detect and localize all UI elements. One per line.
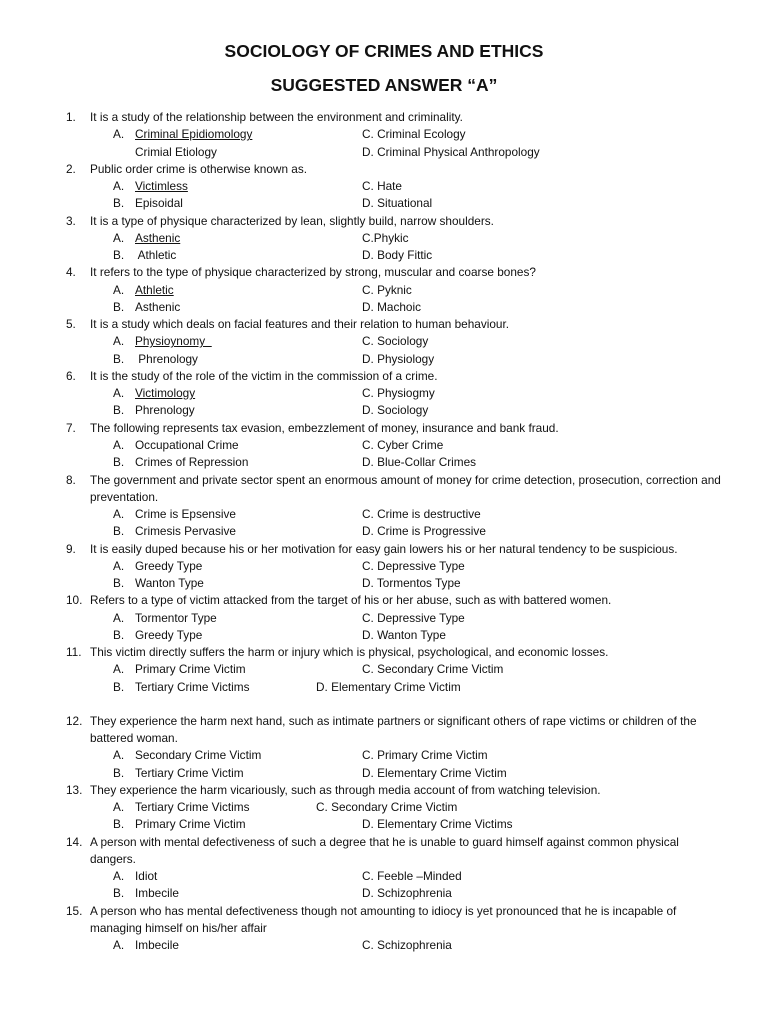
question-item [0,264,768,316]
option-text: Athletic [135,248,177,263]
option-text: Phrenology [135,351,198,366]
question-text: Refers to a type of victim attacked from the target of his or her abuse, such as with battered women. [90,593,612,608]
option-letter: A. [113,386,125,401]
option-text: Tertiary Crime Victims [135,679,250,694]
question-text: It is a type of physique characterized by lean, slightly build, narrow shoulders. [90,213,494,228]
option-b [113,247,176,264]
option-row [0,627,768,644]
question-number: 2. [66,161,76,176]
question-stem [0,472,768,506]
option-row [0,610,768,627]
option-a [113,799,249,816]
option-row [0,282,768,299]
option-text: Wanton Type [135,576,204,591]
question-item [0,834,768,903]
option-a [113,385,195,402]
option-row [0,765,768,782]
question-number: 12. [66,713,83,728]
option-b [113,765,244,782]
option-c: C. Secondary Crime Victim [316,800,458,815]
option-row [0,679,768,696]
option-row [0,195,768,212]
option-row [0,144,768,161]
option-row [0,299,768,316]
question-number: 13. [66,782,83,797]
question-item [0,316,768,368]
option-a [113,282,174,299]
option-d: D. Wanton Type [362,627,446,642]
question-number: 15. [66,903,83,918]
option-b [113,627,202,644]
question-item [0,472,768,541]
question-stem [0,834,768,868]
option-c: C. Secondary Crime Victim [362,662,504,677]
question-item [0,213,768,265]
option-letter: B. [113,576,125,591]
option-b [113,679,249,696]
question-item [0,420,768,472]
option-letter: B. [113,403,125,418]
option-d: D. Elementary Crime Victim [316,679,461,694]
option-text: Secondary Crime Victim [135,748,262,763]
question-item [0,541,768,593]
option-d: D. Blue-Collar Crimes [362,455,477,470]
question-text: The government and private sector spent an enormous amount of money for crime detection, prosecution, correction and preventation. [90,472,721,504]
question-number: 10. [66,593,83,608]
question-text: It is a study of the relationship between the environment and criminality. [90,110,463,124]
option-c: C. Hate [362,179,402,193]
option-a [113,333,212,350]
option-letter: A. [113,938,125,953]
option-text: Crimial Etiology [135,144,217,159]
suggested-answer-text: Athletic [135,282,174,297]
option-letter: A. [113,869,125,884]
option-row [0,523,768,540]
question-item [0,782,768,834]
option-letter: B. [113,248,125,263]
option-text: Tertiary Crime Victims [135,800,250,815]
option-row [0,437,768,454]
option-text: Primary Crime Victim [135,662,246,677]
document-subtitle: SUGGESTED ANSWER “A” [270,75,498,95]
option-b [113,299,180,316]
question-stem [0,213,768,230]
question-text: It is the study of the role of the victim in the commission of a crime. [90,368,438,383]
option-text: Greedy Type [135,558,203,573]
question-stem [0,782,768,799]
option-text: Asthenic [135,299,181,314]
option-a [113,937,179,954]
question-number: 7. [66,420,76,435]
option-c: C. Schizophrenia [362,938,452,953]
option-row [0,661,768,678]
option-row [0,868,768,885]
question-item [0,644,768,696]
option-letter: A. [113,230,125,245]
question-number: 4. [66,265,76,280]
option-letter: B. [113,817,125,832]
question-number: 8. [66,472,76,487]
option-row [0,575,768,592]
question-number: 5. [66,317,76,332]
option-text: Primary Crime Victim [135,817,246,832]
blank-line [0,696,768,713]
option-c: C. Physiogmy [362,386,435,401]
question-stem [0,161,768,178]
question-stem [0,316,768,333]
question-number: 14. [66,834,83,849]
option-c: C. Cyber Crime [362,437,444,452]
question-text: The following represents tax evasion, embezzlement of money, insurance and bank fraud. [90,420,559,435]
option-a [113,661,246,678]
option-letter: A. [113,610,125,625]
option-b [113,351,198,368]
option-a [113,506,236,523]
option-letter: B. [113,299,125,314]
option-row [0,937,768,954]
option-letter: A. [113,800,125,815]
option-b [135,144,217,161]
option-d: D. Physiology [362,351,435,366]
option-d: D. Criminal Physical Anthropology [362,144,540,159]
option-letter: B. [113,351,125,366]
question-stem [0,713,768,747]
document-title: SOCIOLOGY OF CRIMES AND ETHICS [224,41,544,61]
option-row [0,385,768,402]
option-d: D. Sociology [362,403,429,418]
option-row [0,799,768,816]
option-text: Crimesis Pervasive [135,524,236,539]
question-text: Public order crime is otherwise known as. [90,161,308,176]
option-text: Occupational Crime [135,437,239,452]
option-b [113,523,236,540]
option-letter: A. [113,437,125,452]
option-letter: B. [113,679,125,694]
question-item [0,592,768,644]
question-number: 11. [66,645,82,660]
option-d: D. Tormentos Type [362,576,461,591]
question-item [0,109,768,161]
question-text: A person with mental defectiveness of such a degree that he is unable to guard himself against common physical dangers. [90,834,679,866]
option-c: C.Phykic [362,230,409,245]
question-text: It is easily duped because his or her motivation for easy gain lowers his or her natural tendency to be suspicious. [90,541,678,556]
option-letter: B. [113,524,125,539]
question-stem [0,368,768,385]
option-letter: A. [113,179,125,193]
question-item [0,903,768,955]
option-letter: A. [113,748,125,763]
option-letter: A. [113,558,125,573]
option-row [0,506,768,523]
option-row [0,247,768,264]
option-d: D. Schizophrenia [362,886,452,901]
option-c: C. Feeble –Minded [362,869,462,884]
option-letter: B. [113,886,125,901]
option-c: C. Criminal Ecology [362,127,466,142]
option-row [0,402,768,419]
option-d: D. Elementary Crime Victims [362,817,513,832]
option-text: Imbecile [135,886,179,901]
suggested-answer-text: Criminal Epidiomology [135,127,253,142]
option-text: Episoidal [135,196,183,211]
option-a [113,747,261,764]
option-c: C. Sociology [362,334,429,349]
option-row [0,816,768,833]
option-letter: A. [113,127,125,142]
question-number: 6. [66,368,76,383]
option-a [113,437,239,454]
option-a [113,126,252,143]
question-stem [0,644,768,661]
option-letter: A. [113,506,125,521]
option-d: D. Crime is Progressive [362,524,486,539]
option-c: C. Primary Crime Victim [362,748,488,763]
option-a [113,178,188,195]
option-row [0,885,768,902]
question-text: They experience the harm next hand, such as intimate partners or significant others of rape victims or children of the battered woman. [90,713,697,746]
question-stem [0,592,768,609]
option-a [113,868,157,885]
option-d: D. Situational [362,196,433,211]
suggested-answer-text: Physioynomy [135,334,212,349]
option-b [113,454,248,471]
option-text: Imbecile [135,938,179,953]
question-number: 3. [66,213,76,228]
question-text: It refers to the type of physique characterized by strong, muscular and coarse bones? [90,265,536,280]
question-text: They experience the harm vicariously, such as through media account of from watching television. [90,782,601,797]
question-text: It is a study which deals on facial features and their relation to human behaviour. [90,317,510,332]
option-letter: A. [113,662,125,677]
option-row [0,351,768,368]
question-number: 9. [66,541,76,556]
suggested-answer-text: Victimless [135,179,188,193]
option-letter: A. [113,334,125,349]
option-text: Crimes of Repression [135,455,249,470]
option-row [0,747,768,764]
option-letter: B. [113,627,125,642]
option-c: C. Crime is destructive [362,506,481,521]
question-item [0,368,768,420]
suggested-answer-text: Victimology [135,386,196,401]
option-text: Crime is Epsensive [135,506,236,521]
option-letter: B. [113,455,125,470]
option-row [0,558,768,575]
question-item [0,161,768,213]
option-row [0,333,768,350]
option-text: Idiot [135,869,158,884]
option-d: D. Machoic [362,299,422,314]
question-number: 1. [66,110,76,124]
option-text: Greedy Type [135,627,203,642]
question-stem [0,541,768,558]
option-letter: B. [113,765,125,780]
question-stem [0,109,768,126]
option-text: Tormentor Type [135,610,217,625]
option-a [113,610,217,627]
question-stem [0,420,768,437]
option-letter: B. [113,196,125,211]
question-text: A person who has mental defectiveness though not amounting to idiocy is yet pronounced that he is incapable of managing himself on his/her affair [90,903,677,935]
question-stem [0,264,768,281]
option-row [0,126,768,143]
suggested-answer-text: Asthenic [135,230,181,245]
question-text: This victim directly suffers the harm or injury which is physical, psychological, and economic losses. [90,645,609,660]
option-row [0,454,768,471]
option-text: Phrenology [135,403,195,418]
option-letter: A. [113,282,125,297]
option-a [113,558,202,575]
option-b [113,402,195,419]
option-row [0,178,768,195]
option-row [0,230,768,247]
option-b [113,885,179,902]
option-c: C. Depressive Type [362,558,465,573]
question-list [0,109,768,954]
question-item [0,713,768,782]
option-b [113,816,246,833]
option-d: D. Body Fittic [362,248,433,263]
option-c: C. Pyknic [362,282,412,297]
option-b [113,195,183,212]
question-stem [0,903,768,937]
option-c: C. Depressive Type [362,610,465,625]
option-text: Tertiary Crime Victim [135,765,244,780]
option-b [113,575,204,592]
option-d: D. Elementary Crime Victim [362,765,507,780]
option-a [113,230,180,247]
